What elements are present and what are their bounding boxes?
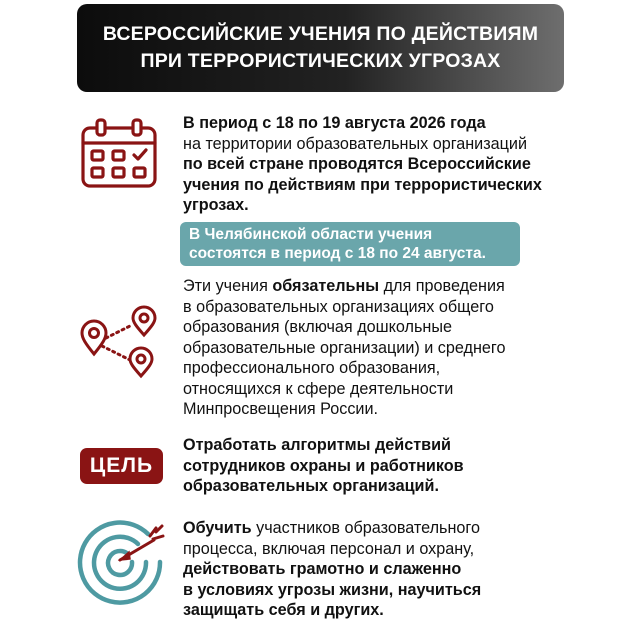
training-line-3: действовать грамотно и слаженно xyxy=(183,560,462,578)
goal-line-2: сотрудников охраны и работников xyxy=(183,456,464,475)
training-text-block xyxy=(183,518,481,621)
mandatory-line-3: образования (включая дошкольные xyxy=(183,318,452,336)
mandatory-line-4: образовательные организации) и среднего xyxy=(183,338,506,357)
callout-line-2: состоятся в период с 18 по 24 августа. xyxy=(189,245,486,262)
training-line-2: процесса, включая персонал и охрану, xyxy=(183,539,475,558)
mandatory-line-5: профессионального образования, xyxy=(183,359,441,377)
training-line-5: защищать себя и других. xyxy=(183,601,384,619)
goal-line-1: Отработать алгоритмы действий xyxy=(183,436,451,454)
mandatory-line-7: Минпросвещения России. xyxy=(183,400,378,418)
mandatory-keyword: обязательны xyxy=(272,277,380,295)
banner-title-line-1: ВСЕРОССИЙСКИЕ УЧЕНИЯ ПО ДЕЙСТВИЯМ xyxy=(102,23,539,45)
dates-line-1: В период с 18 по 19 августа 2026 года xyxy=(183,114,486,132)
training-line-1-post: участников образовательного xyxy=(251,519,480,537)
mandatory-line-2: в образовательных организациях общего xyxy=(183,297,494,316)
header-banner xyxy=(77,4,564,92)
banner-title-line-2: ПРИ ТЕРРОРИСТИЧЕСКИХ УГРОЗАХ xyxy=(140,50,501,72)
goal-badge: ЦЕЛЬ xyxy=(80,448,163,484)
dates-line-3: по всей стране проводятся Всероссийские xyxy=(183,155,531,173)
mandatory-line-1-post: для проведения xyxy=(379,277,505,295)
training-line-4: в условиях угрозы жизни, научиться xyxy=(183,580,482,599)
calendar-check-icon xyxy=(80,118,158,190)
map-route-pins-icon xyxy=(78,302,164,382)
dates-line-2: на территории образовательных организаций xyxy=(183,134,528,153)
mandatory-line-1-pre: Эти учения xyxy=(183,277,273,295)
dates-line-4: учения по действиям при террористических xyxy=(183,175,542,194)
goal-text-block xyxy=(183,435,464,497)
mandatory-line-6: относящихся к сфере деятельности xyxy=(183,379,454,398)
mandatory-text-block xyxy=(183,276,505,420)
dates-text-block xyxy=(183,113,542,216)
target-arrow-icon xyxy=(76,514,172,606)
training-keyword: Обучить xyxy=(183,519,252,537)
goal-line-3: образовательных организаций. xyxy=(183,477,439,495)
regional-callout xyxy=(180,222,520,266)
callout-line-1: В Челябинской области учения xyxy=(189,226,433,243)
dates-line-5: угрозах. xyxy=(183,196,249,214)
